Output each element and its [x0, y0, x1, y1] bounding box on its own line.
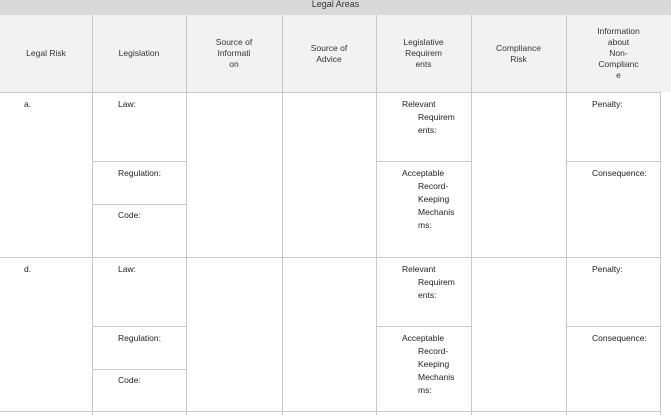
header-non-compliance-info: Information about Non- Complianc e: [566, 15, 671, 92]
relevant-requirements-label: Relevant Requirem ents:: [402, 264, 455, 300]
grid-line: [186, 15, 187, 415]
consequence-label: Consequence:: [592, 333, 647, 343]
header-source-of-advice: Source of Advice: [282, 15, 376, 92]
grid-line: [282, 15, 283, 415]
grid-line: [0, 411, 661, 412]
law-label: Law:: [118, 99, 136, 109]
relevant-requirements-label: Relevant Requirem ents:: [402, 99, 455, 135]
header-source-of-information: Source of Informati on: [186, 15, 282, 92]
grid-line: [376, 15, 377, 415]
law-label: Law:: [118, 264, 136, 274]
penalty-label: Penalty:: [592, 264, 623, 274]
header-legislative-requirements: Legislative Requirem ents: [376, 15, 471, 92]
row-marker: d.: [24, 264, 32, 274]
grid-line: [376, 161, 471, 162]
grid-line: [660, 92, 661, 415]
grid-line: [92, 161, 186, 162]
consequence-label: Consequence:: [592, 168, 647, 178]
code-label: Code:: [118, 210, 141, 220]
regulation-label: Regulation:: [118, 168, 162, 178]
grid-line: [566, 326, 661, 327]
grid-line: [0, 92, 661, 93]
row-marker: a.: [24, 99, 32, 109]
regulation-label: Regulation:: [118, 333, 162, 343]
code-label: Code:: [118, 375, 141, 385]
header-legal-risk: Legal Risk: [0, 15, 92, 92]
header-compliance-risk: Compliance Risk: [471, 15, 566, 92]
grid-line: [566, 161, 661, 162]
grid-line: [92, 326, 186, 327]
table-title: Legal Areas: [0, 0, 671, 15]
grid-line: [376, 326, 471, 327]
header-legislation: Legislation: [92, 15, 186, 92]
acceptable-record-keeping-label: Acceptable Record- Keeping Mechanis ms:: [402, 333, 455, 395]
grid-line: [471, 15, 472, 415]
grid-line: [0, 257, 661, 258]
penalty-label: Penalty:: [592, 99, 623, 109]
acceptable-record-keeping-label: Acceptable Record- Keeping Mechanis ms:: [402, 168, 455, 230]
grid-line: [92, 15, 93, 415]
grid-line: [92, 369, 186, 370]
grid-line: [92, 204, 186, 205]
grid-line: [566, 15, 567, 415]
